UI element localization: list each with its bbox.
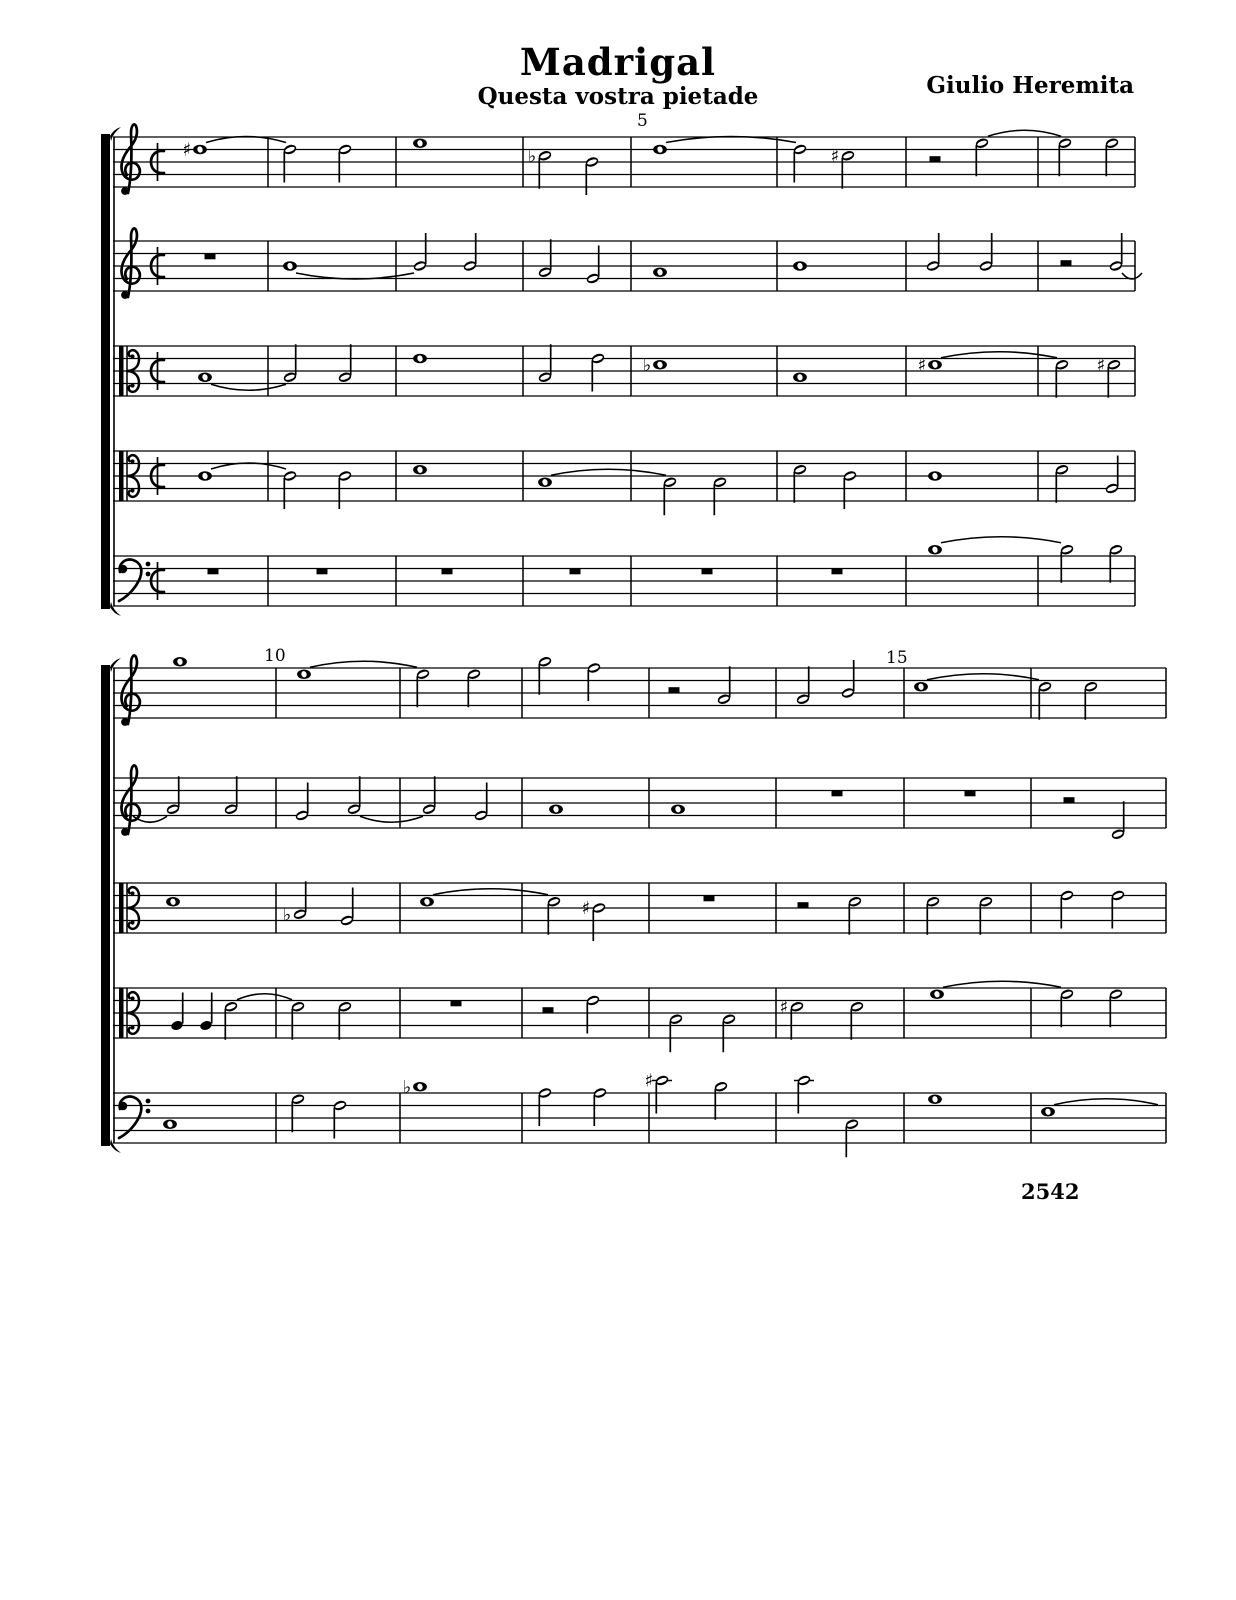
page-title: Madrigal	[519, 40, 717, 84]
staff-basso-bass	[113, 537, 1135, 606]
staff-quinto-treble	[113, 228, 1142, 298]
sharp-accidental: ♯	[581, 898, 591, 919]
sharp-accidental: ♯	[1096, 354, 1106, 376]
staff-alto-alto	[113, 344, 1135, 398]
staff-tenore-alto	[113, 981, 1166, 1052]
flat-accidental: ♭	[402, 1076, 412, 1098]
staff-canto-treble	[113, 124, 1135, 195]
system-2	[101, 646, 1166, 1157]
staff-quinto-treble	[113, 765, 1166, 840]
measure-number: 5	[637, 111, 648, 131]
measure-number: 10	[264, 646, 286, 666]
staff-alto-alto	[113, 881, 1166, 941]
plate-number: 2542	[1021, 1179, 1080, 1204]
sharp-accidental: ♯	[917, 354, 927, 376]
composer-name: Giulio Heremita	[926, 72, 1134, 99]
staff-tenore-alto	[113, 451, 1135, 515]
sharp-accidental: ♯	[644, 1070, 654, 1092]
sharp-accidental: ♯	[182, 139, 192, 161]
measure-number: 15	[886, 648, 908, 668]
sharp-accidental: ♯	[779, 996, 789, 1018]
flat-accidental: ♭	[642, 354, 652, 376]
flat-accidental: ♭	[527, 145, 537, 167]
system-1	[101, 111, 1142, 616]
flat-accidental: ♭	[282, 904, 292, 926]
sharp-accidental: ♯	[830, 145, 840, 167]
piece-subtitle: Questa vostra pietade	[477, 83, 759, 110]
staff-basso-bass	[113, 1071, 1166, 1158]
